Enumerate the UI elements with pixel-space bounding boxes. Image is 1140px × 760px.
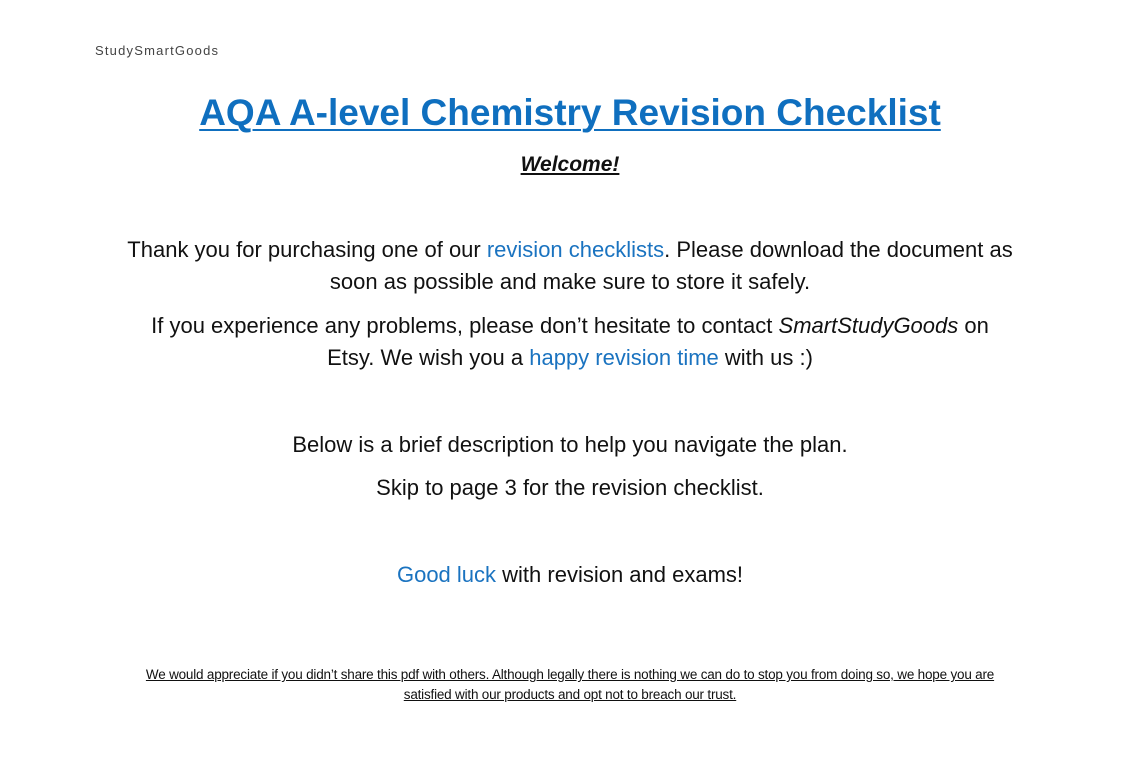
text: with us :) — [718, 345, 813, 370]
shop-name: SmartStudyGoods — [778, 313, 959, 338]
text: Thank you for purchasing one of our — [127, 237, 487, 262]
intro-paragraph — [0, 234, 1140, 298]
good-luck-line — [0, 559, 1140, 591]
text: on — [958, 313, 989, 338]
text: soon as possible and make sure to store it safely. — [329, 269, 811, 294]
brand-header: StudySmartGoods — [95, 43, 220, 58]
contact-paragraph — [0, 310, 1140, 374]
page-title: AQA A-level Chemistry Revision Checklist — [199, 92, 941, 133]
welcome-heading: Welcome! — [520, 153, 620, 176]
happy-revision-link: happy revision time — [529, 345, 719, 370]
navigation-note: Below is a brief description to help you navigate the plan. — [292, 432, 848, 457]
footer-line-2: satisfied with our products and opt not to breach our trust. — [403, 687, 737, 702]
text: Etsy. We wish you a — [327, 345, 530, 370]
text: If you experience any problems, please don’t hesitate to contact — [151, 313, 779, 338]
revision-checklists-link: revision checklists — [486, 237, 665, 262]
footer-note — [0, 665, 1140, 705]
footer-line-1: We would appreciate if you didn’t share this pdf with others. Although legally there is nothing we can do to stop you from doing so, we hope you are — [145, 667, 995, 682]
skip-note: Skip to page 3 for the revision checklist. — [376, 475, 764, 500]
text: . Please download the document as — [664, 237, 1013, 262]
text: with revision and exams! — [496, 562, 744, 587]
good-luck-text: Good luck — [396, 562, 497, 587]
